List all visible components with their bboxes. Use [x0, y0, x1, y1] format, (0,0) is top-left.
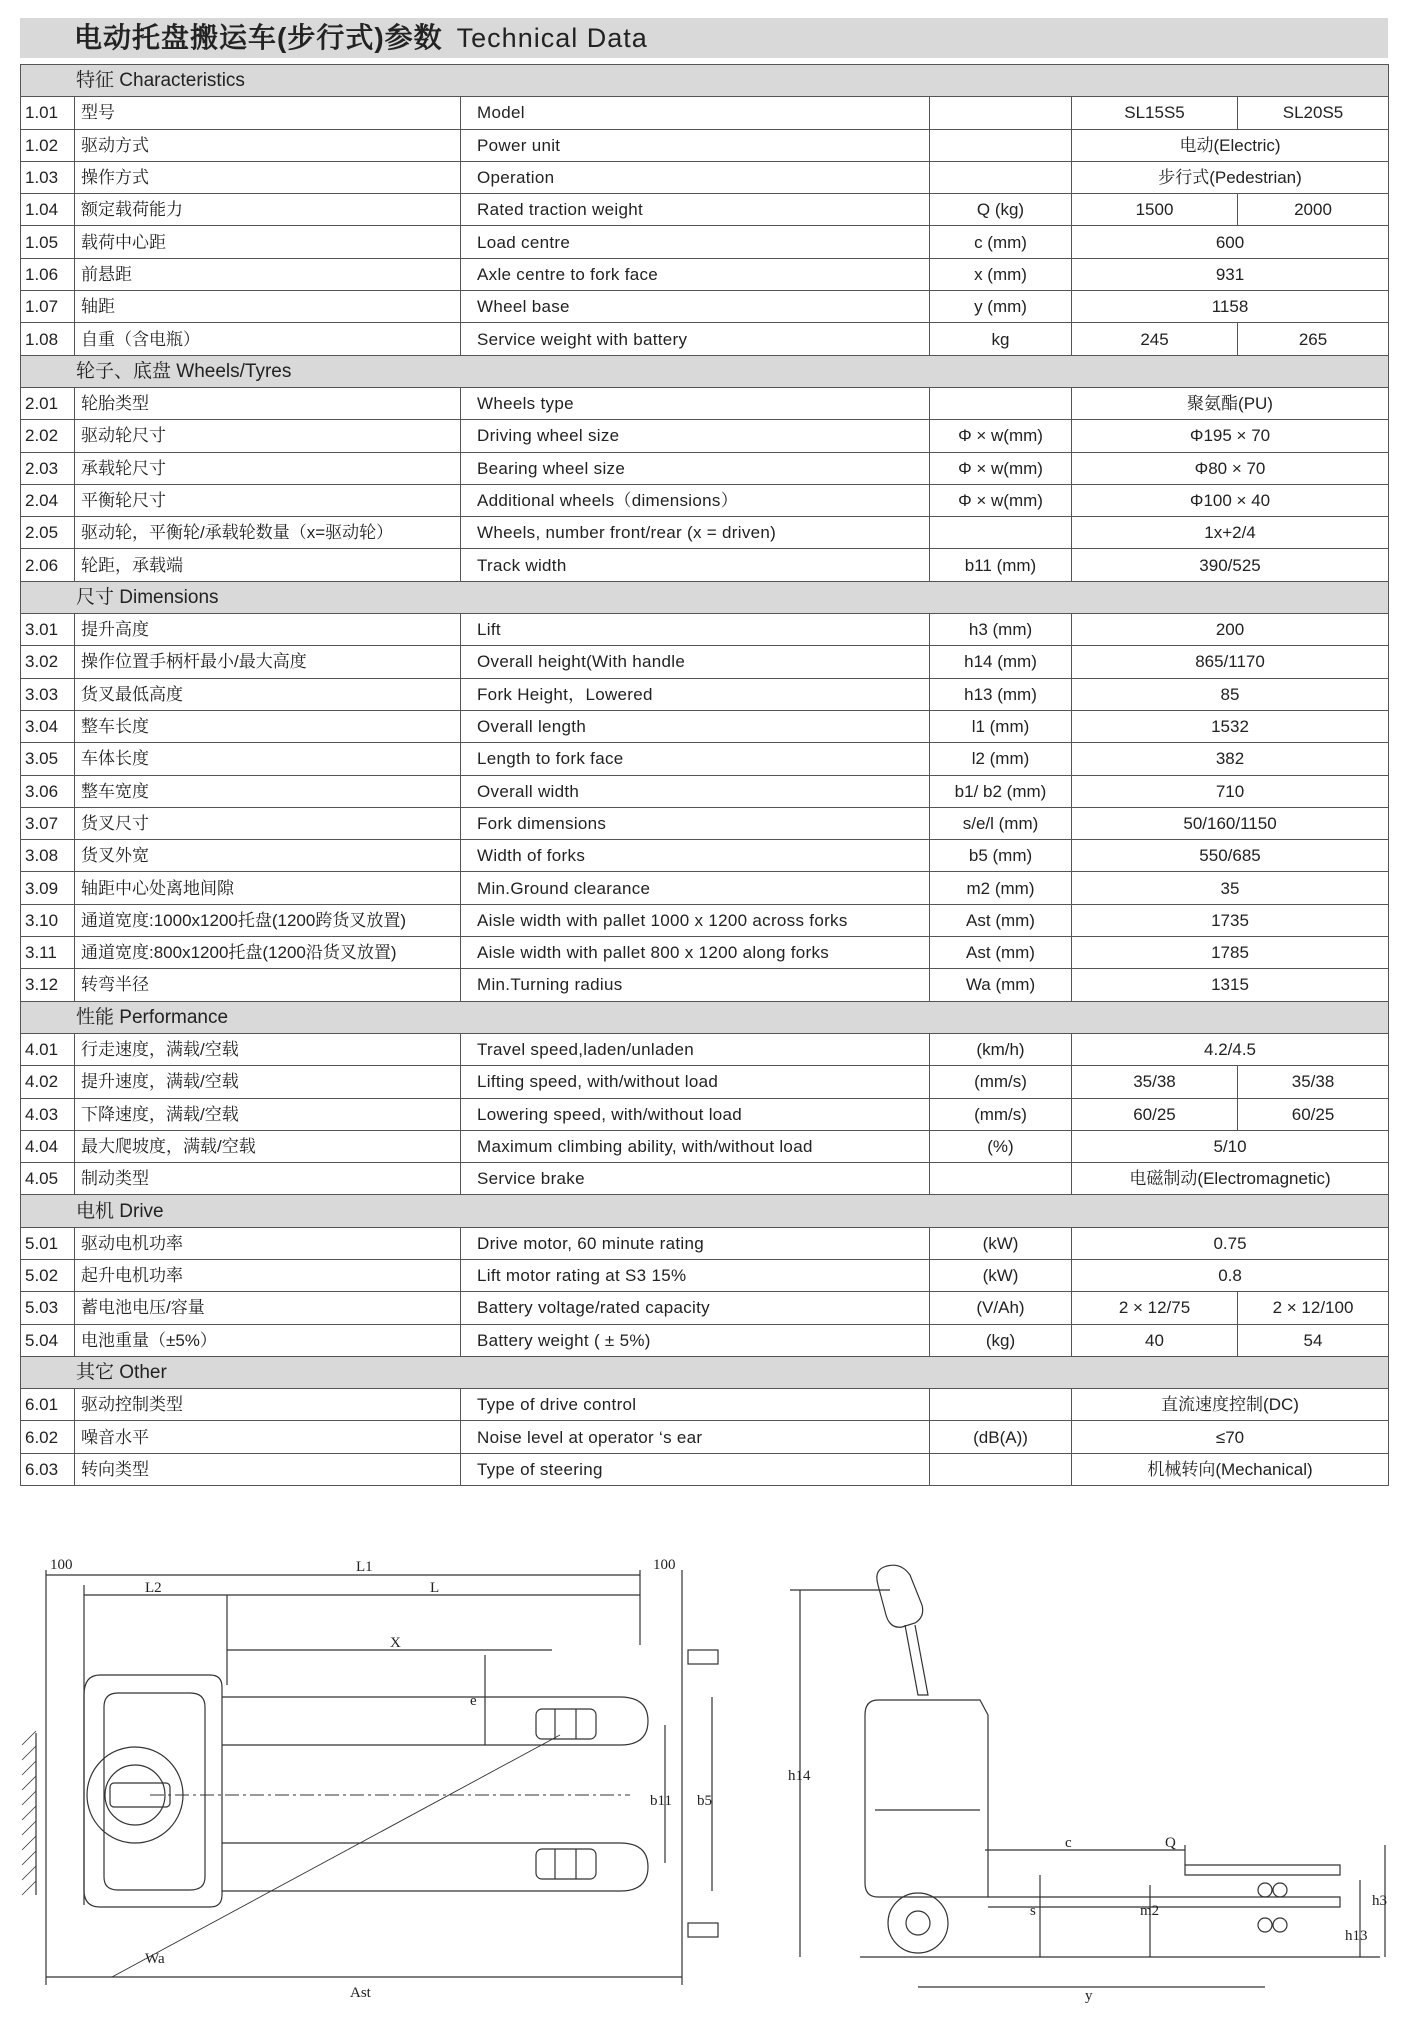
- row-number: 2.06: [21, 549, 75, 581]
- table-row: [21, 840, 1389, 872]
- row-number: 4.03: [21, 1098, 75, 1130]
- row-unit: l1 (mm): [930, 710, 1072, 742]
- row-number: 3.12: [21, 969, 75, 1001]
- row-unit: s/e/l (mm): [930, 807, 1072, 839]
- row-number: 3.08: [21, 840, 75, 872]
- value-common: 电动(Electric): [1072, 129, 1389, 161]
- section-header: [21, 581, 1389, 613]
- row-unit: y (mm): [930, 291, 1072, 323]
- row-number: 3.02: [21, 646, 75, 678]
- table-row: [21, 807, 1389, 839]
- row-number: 5.01: [21, 1227, 75, 1259]
- row-number: 3.07: [21, 807, 75, 839]
- row-unit: (km/h): [930, 1033, 1072, 1065]
- table-row: [21, 517, 1389, 549]
- row-label-zh: 货叉尺寸: [75, 807, 461, 839]
- row-label-en: Width of forks: [461, 840, 930, 872]
- row-unit: Φ × w(mm): [930, 420, 1072, 452]
- row-label-zh: 整车宽度: [75, 775, 461, 807]
- row-label-zh: 驱动控制类型: [75, 1389, 461, 1421]
- row-label-zh: 噪音水平: [75, 1421, 461, 1453]
- value-sl20s5: 2000: [1238, 194, 1389, 226]
- row-unit: [930, 1163, 1072, 1195]
- value-common: 865/1170: [1072, 646, 1389, 678]
- dim-b11: b11: [650, 1793, 672, 1809]
- table-row: [21, 549, 1389, 581]
- value-common: 200: [1072, 614, 1389, 646]
- row-number: 6.03: [21, 1453, 75, 1485]
- row-number: 3.03: [21, 678, 75, 710]
- row-unit: [930, 1453, 1072, 1485]
- value-common: Φ80 × 70: [1072, 452, 1389, 484]
- value-common: 390/525: [1072, 549, 1389, 581]
- value-common: Φ100 × 40: [1072, 484, 1389, 516]
- row-label-zh: 自重（含电瓶）: [75, 323, 461, 355]
- row-label-zh: 行走速度，满载/空载: [75, 1033, 461, 1065]
- table-row: [21, 226, 1389, 258]
- row-number: 2.05: [21, 517, 75, 549]
- row-label-en: Fork Height，Lowered: [461, 678, 930, 710]
- row-label-en: Service brake: [461, 1163, 930, 1195]
- row-number: 1.06: [21, 258, 75, 290]
- value-common: 直流速度控制(DC): [1072, 1389, 1389, 1421]
- row-label-en: Drive motor, 60 minute rating: [461, 1227, 930, 1259]
- row-label-zh: 最大爬坡度，满载/空载: [75, 1130, 461, 1162]
- value-sl20s5: 2 × 12/100: [1238, 1292, 1389, 1324]
- row-unit: (kg): [930, 1324, 1072, 1356]
- table-row: [21, 1453, 1389, 1485]
- table-row: [21, 484, 1389, 516]
- row-unit: (mm/s): [930, 1066, 1072, 1098]
- row-label-zh: 转弯半径: [75, 969, 461, 1001]
- row-unit: Q (kg): [930, 194, 1072, 226]
- value-common: 382: [1072, 743, 1389, 775]
- row-number: 6.01: [21, 1389, 75, 1421]
- truck-drawings: [0, 1545, 1413, 2025]
- row-label-en: Wheel base: [461, 291, 930, 323]
- dim-l2: L2: [145, 1580, 162, 1596]
- value-common: 550/685: [1072, 840, 1389, 872]
- page-title-zh: 电动托盘搬运车(步行式)参数: [74, 22, 443, 53]
- row-unit: h3 (mm): [930, 614, 1072, 646]
- row-label-en: Bearing wheel size: [461, 452, 930, 484]
- row-number: 2.01: [21, 387, 75, 419]
- table-row: [21, 1421, 1389, 1453]
- dim-100-right: 100: [653, 1557, 676, 1573]
- value-sl20s5: 35/38: [1238, 1066, 1389, 1098]
- row-unit: (mm/s): [930, 1098, 1072, 1130]
- row-number: 3.06: [21, 775, 75, 807]
- row-unit: [930, 161, 1072, 193]
- row-number: 3.11: [21, 937, 75, 969]
- row-label-en: Battery voltage/rated capacity: [461, 1292, 930, 1324]
- row-label-zh: 承载轮尺寸: [75, 452, 461, 484]
- row-label-en: Travel speed,laden/unladen: [461, 1033, 930, 1065]
- value-common: 电磁制动(Electromagnetic): [1072, 1163, 1389, 1195]
- dim-s: s: [1030, 1903, 1036, 1919]
- table-row: [21, 387, 1389, 419]
- row-label-zh: 货叉最低高度: [75, 678, 461, 710]
- section-title: 电机 Drive: [21, 1195, 1389, 1227]
- value-sl20s5: 60/25: [1238, 1098, 1389, 1130]
- row-label-en: Overall width: [461, 775, 930, 807]
- row-label-en: Driving wheel size: [461, 420, 930, 452]
- table-row: [21, 452, 1389, 484]
- row-label-en: Wheels type: [461, 387, 930, 419]
- value-common: 1735: [1072, 904, 1389, 936]
- row-unit: b1/ b2 (mm): [930, 775, 1072, 807]
- row-label-zh: 操作方式: [75, 161, 461, 193]
- row-unit: m2 (mm): [930, 872, 1072, 904]
- row-unit: [930, 517, 1072, 549]
- table-row: [21, 1259, 1389, 1291]
- row-label-en: Wheels, number front/rear (x = driven): [461, 517, 930, 549]
- row-number: 5.03: [21, 1292, 75, 1324]
- row-number: 3.09: [21, 872, 75, 904]
- row-label-en: Min.Turning radius: [461, 969, 930, 1001]
- value-common: 600: [1072, 226, 1389, 258]
- value-common: 931: [1072, 258, 1389, 290]
- row-label-zh: 轮距，承载端: [75, 549, 461, 581]
- row-number: 3.05: [21, 743, 75, 775]
- dim-x: X: [390, 1635, 401, 1651]
- row-label-zh: 货叉外宽: [75, 840, 461, 872]
- row-label-en: Min.Ground clearance: [461, 872, 930, 904]
- row-label-en: Load centre: [461, 226, 930, 258]
- row-unit: Φ × w(mm): [930, 484, 1072, 516]
- value-sl15s5: 2 × 12/75: [1072, 1292, 1238, 1324]
- dim-e: e: [470, 1693, 477, 1709]
- row-label-en: Type of drive control: [461, 1389, 930, 1421]
- value-common: 1x+2/4: [1072, 517, 1389, 549]
- value-sl15s5: 245: [1072, 323, 1238, 355]
- row-unit: (kW): [930, 1259, 1072, 1291]
- row-number: 4.04: [21, 1130, 75, 1162]
- value-common: 85: [1072, 678, 1389, 710]
- row-label-en: Additional wheels（dimensions）: [461, 484, 930, 516]
- table-row: [21, 1130, 1389, 1162]
- table-row: [21, 129, 1389, 161]
- row-label-en: Overall length: [461, 710, 930, 742]
- value-sl15s5: 40: [1072, 1324, 1238, 1356]
- value-sl15s5: 60/25: [1072, 1098, 1238, 1130]
- value-sl20s5: 265: [1238, 323, 1389, 355]
- row-label-en: Lowering speed, with/without load: [461, 1098, 930, 1130]
- row-number: 4.02: [21, 1066, 75, 1098]
- table-row: [21, 614, 1389, 646]
- row-label-en: Rated traction weight: [461, 194, 930, 226]
- section-header: [21, 1001, 1389, 1033]
- row-number: 5.02: [21, 1259, 75, 1291]
- table-row: [21, 775, 1389, 807]
- value-sl20s5: 54: [1238, 1324, 1389, 1356]
- row-unit: h13 (mm): [930, 678, 1072, 710]
- dim-ast: Ast: [350, 1985, 371, 2001]
- value-common: ≤70: [1072, 1421, 1389, 1453]
- dim-y: y: [1085, 1988, 1093, 2004]
- row-label-en: Maximum climbing ability, with/without load: [461, 1130, 930, 1162]
- table-row: [21, 161, 1389, 193]
- section-title: 轮子、底盘 Wheels/Tyres: [21, 355, 1389, 387]
- section-title: 其它 Other: [21, 1356, 1389, 1388]
- row-label-en: Operation: [461, 161, 930, 193]
- row-unit: [930, 1389, 1072, 1421]
- value-common: 机械转向(Mechanical): [1072, 1453, 1389, 1485]
- table-row: [21, 258, 1389, 290]
- section-title: 尺寸 Dimensions: [21, 581, 1389, 613]
- table-row: [21, 743, 1389, 775]
- row-label-zh: 型号: [75, 97, 461, 129]
- row-number: 2.02: [21, 420, 75, 452]
- value-common: 0.8: [1072, 1259, 1389, 1291]
- row-number: 2.03: [21, 452, 75, 484]
- spec-table: [20, 64, 1389, 1486]
- row-label-en: Type of steering: [461, 1453, 930, 1485]
- row-unit: (V/Ah): [930, 1292, 1072, 1324]
- row-number: 3.04: [21, 710, 75, 742]
- row-label-zh: 通道宽度:1000x1200托盘(1200跨货叉放置): [75, 904, 461, 936]
- section-header: [21, 355, 1389, 387]
- row-unit: (kW): [930, 1227, 1072, 1259]
- table-row: [21, 710, 1389, 742]
- row-label-en: Axle centre to fork face: [461, 258, 930, 290]
- row-number: 1.02: [21, 129, 75, 161]
- row-unit: Ast (mm): [930, 937, 1072, 969]
- row-number: 1.04: [21, 194, 75, 226]
- row-number: 2.04: [21, 484, 75, 516]
- row-label-zh: 制动类型: [75, 1163, 461, 1195]
- row-label-zh: 提升高度: [75, 614, 461, 646]
- dim-l: L: [430, 1580, 440, 1596]
- table-row: [21, 937, 1389, 969]
- section-title: 特征 Characteristics: [21, 65, 1389, 97]
- row-label-zh: 平衡轮尺寸: [75, 484, 461, 516]
- row-unit: l2 (mm): [930, 743, 1072, 775]
- row-label-zh: 驱动轮尺寸: [75, 420, 461, 452]
- table-row: [21, 678, 1389, 710]
- row-label-zh: 驱动电机功率: [75, 1227, 461, 1259]
- table-row: [21, 1227, 1389, 1259]
- row-label-en: Model: [461, 97, 930, 129]
- top-view-drawing: [22, 1570, 718, 1985]
- row-label-en: Aisle width with pallet 800 x 1200 along forks: [461, 937, 930, 969]
- dim-l1: L1: [356, 1559, 373, 1575]
- dim-wa: Wa: [145, 1951, 165, 1967]
- value-common: 聚氨酯(PU): [1072, 387, 1389, 419]
- side-view-drawing: [790, 1565, 1385, 1987]
- row-label-zh: 通道宽度:800x1200托盘(1200沿货叉放置): [75, 937, 461, 969]
- row-label-en: Noise level at operator ‘s ear: [461, 1421, 930, 1453]
- table-row: [21, 323, 1389, 355]
- table-row: [21, 194, 1389, 226]
- row-unit: kg: [930, 323, 1072, 355]
- row-label-zh: 操作位置手柄杆最小/最大高度: [75, 646, 461, 678]
- row-label-zh: 载荷中心距: [75, 226, 461, 258]
- row-label-zh: 蓄电池电压/容量: [75, 1292, 461, 1324]
- row-label-en: Lift: [461, 614, 930, 646]
- value-common: 1532: [1072, 710, 1389, 742]
- row-label-zh: 整车长度: [75, 710, 461, 742]
- row-label-zh: 驱动轮，平衡轮/承载轮数量（x=驱动轮）: [75, 517, 461, 549]
- dim-c: c: [1065, 1835, 1072, 1851]
- value-sl20s5: SL20S5: [1238, 97, 1389, 129]
- value-common: 35: [1072, 872, 1389, 904]
- row-unit: (dB(A)): [930, 1421, 1072, 1453]
- row-label-en: Lift motor rating at S3 15%: [461, 1259, 930, 1291]
- value-common: 步行式(Pedestrian): [1072, 161, 1389, 193]
- table-row: [21, 291, 1389, 323]
- value-common: 1158: [1072, 291, 1389, 323]
- row-number: 3.10: [21, 904, 75, 936]
- dim-m2: m2: [1140, 1903, 1160, 1919]
- table-row: [21, 904, 1389, 936]
- table-row: [21, 969, 1389, 1001]
- row-number: 4.05: [21, 1163, 75, 1195]
- section-header: [21, 1195, 1389, 1227]
- dim-b5: b5: [697, 1793, 712, 1809]
- row-unit: Wa (mm): [930, 969, 1072, 1001]
- row-label-zh: 轴距中心处离地间隙: [75, 872, 461, 904]
- table-row: [21, 1066, 1389, 1098]
- row-label-zh: 电池重量（±5%）: [75, 1324, 461, 1356]
- row-number: 1.01: [21, 97, 75, 129]
- row-label-zh: 额定载荷能力: [75, 194, 461, 226]
- row-unit: b11 (mm): [930, 549, 1072, 581]
- row-label-en: Service weight with battery: [461, 323, 930, 355]
- section-title: 性能 Performance: [21, 1001, 1389, 1033]
- row-label-en: Fork dimensions: [461, 807, 930, 839]
- row-label-zh: 车体长度: [75, 743, 461, 775]
- page-title-en: Technical Data: [456, 23, 648, 53]
- row-label-zh: 转向类型: [75, 1453, 461, 1485]
- dim-q: Q: [1165, 1835, 1176, 1851]
- value-common: 710: [1072, 775, 1389, 807]
- table-row: [21, 1098, 1389, 1130]
- table-row: [21, 1163, 1389, 1195]
- row-number: 6.02: [21, 1421, 75, 1453]
- row-unit: Ast (mm): [930, 904, 1072, 936]
- value-sl15s5: 35/38: [1072, 1066, 1238, 1098]
- row-number: 1.03: [21, 161, 75, 193]
- row-label-zh: 提升速度，满载/空载: [75, 1066, 461, 1098]
- row-label-zh: 轴距: [75, 291, 461, 323]
- value-common: 50/160/1150: [1072, 807, 1389, 839]
- dim-100-left: 100: [50, 1557, 73, 1573]
- row-unit: [930, 97, 1072, 129]
- table-row: [21, 1389, 1389, 1421]
- row-label-zh: 下降速度，满载/空载: [75, 1098, 461, 1130]
- dim-h3: h3: [1372, 1893, 1387, 1909]
- table-row: [21, 97, 1389, 129]
- row-number: 1.05: [21, 226, 75, 258]
- row-label-en: Overall height(With handle: [461, 646, 930, 678]
- row-label-zh: 起升电机功率: [75, 1259, 461, 1291]
- row-unit: [930, 387, 1072, 419]
- table-row: [21, 1033, 1389, 1065]
- value-sl15s5: SL15S5: [1072, 97, 1238, 129]
- dim-h14: h14: [788, 1768, 811, 1784]
- value-common: 1315: [1072, 969, 1389, 1001]
- table-row: [21, 646, 1389, 678]
- value-sl15s5: 1500: [1072, 194, 1238, 226]
- row-unit: (%): [930, 1130, 1072, 1162]
- row-number: 4.01: [21, 1033, 75, 1065]
- title-bar: [20, 18, 1388, 58]
- value-common: 0.75: [1072, 1227, 1389, 1259]
- table-row: [21, 420, 1389, 452]
- row-unit: [930, 129, 1072, 161]
- row-number: 5.04: [21, 1324, 75, 1356]
- row-label-en: Lifting speed, with/without load: [461, 1066, 930, 1098]
- row-unit: Φ × w(mm): [930, 452, 1072, 484]
- dim-h13: h13: [1345, 1928, 1368, 1944]
- row-label-en: Power unit: [461, 129, 930, 161]
- table-row: [21, 1324, 1389, 1356]
- row-label-en: Battery weight ( ± 5%): [461, 1324, 930, 1356]
- value-common: 1785: [1072, 937, 1389, 969]
- row-unit: c (mm): [930, 226, 1072, 258]
- row-unit: x (mm): [930, 258, 1072, 290]
- row-number: 3.01: [21, 614, 75, 646]
- row-label-en: Aisle width with pallet 1000 x 1200 across forks: [461, 904, 930, 936]
- value-common: 4.2/4.5: [1072, 1033, 1389, 1065]
- row-unit: b5 (mm): [930, 840, 1072, 872]
- row-label-zh: 轮胎类型: [75, 387, 461, 419]
- value-common: Φ195 × 70: [1072, 420, 1389, 452]
- table-row: [21, 872, 1389, 904]
- section-header: [21, 65, 1389, 97]
- row-label-zh: 前悬距: [75, 258, 461, 290]
- row-number: 1.07: [21, 291, 75, 323]
- row-label-zh: 驱动方式: [75, 129, 461, 161]
- row-label-en: Track width: [461, 549, 930, 581]
- row-number: 1.08: [21, 323, 75, 355]
- row-unit: h14 (mm): [930, 646, 1072, 678]
- value-common: 5/10: [1072, 1130, 1389, 1162]
- section-header: [21, 1356, 1389, 1388]
- table-row: [21, 1292, 1389, 1324]
- row-label-en: Length to fork face: [461, 743, 930, 775]
